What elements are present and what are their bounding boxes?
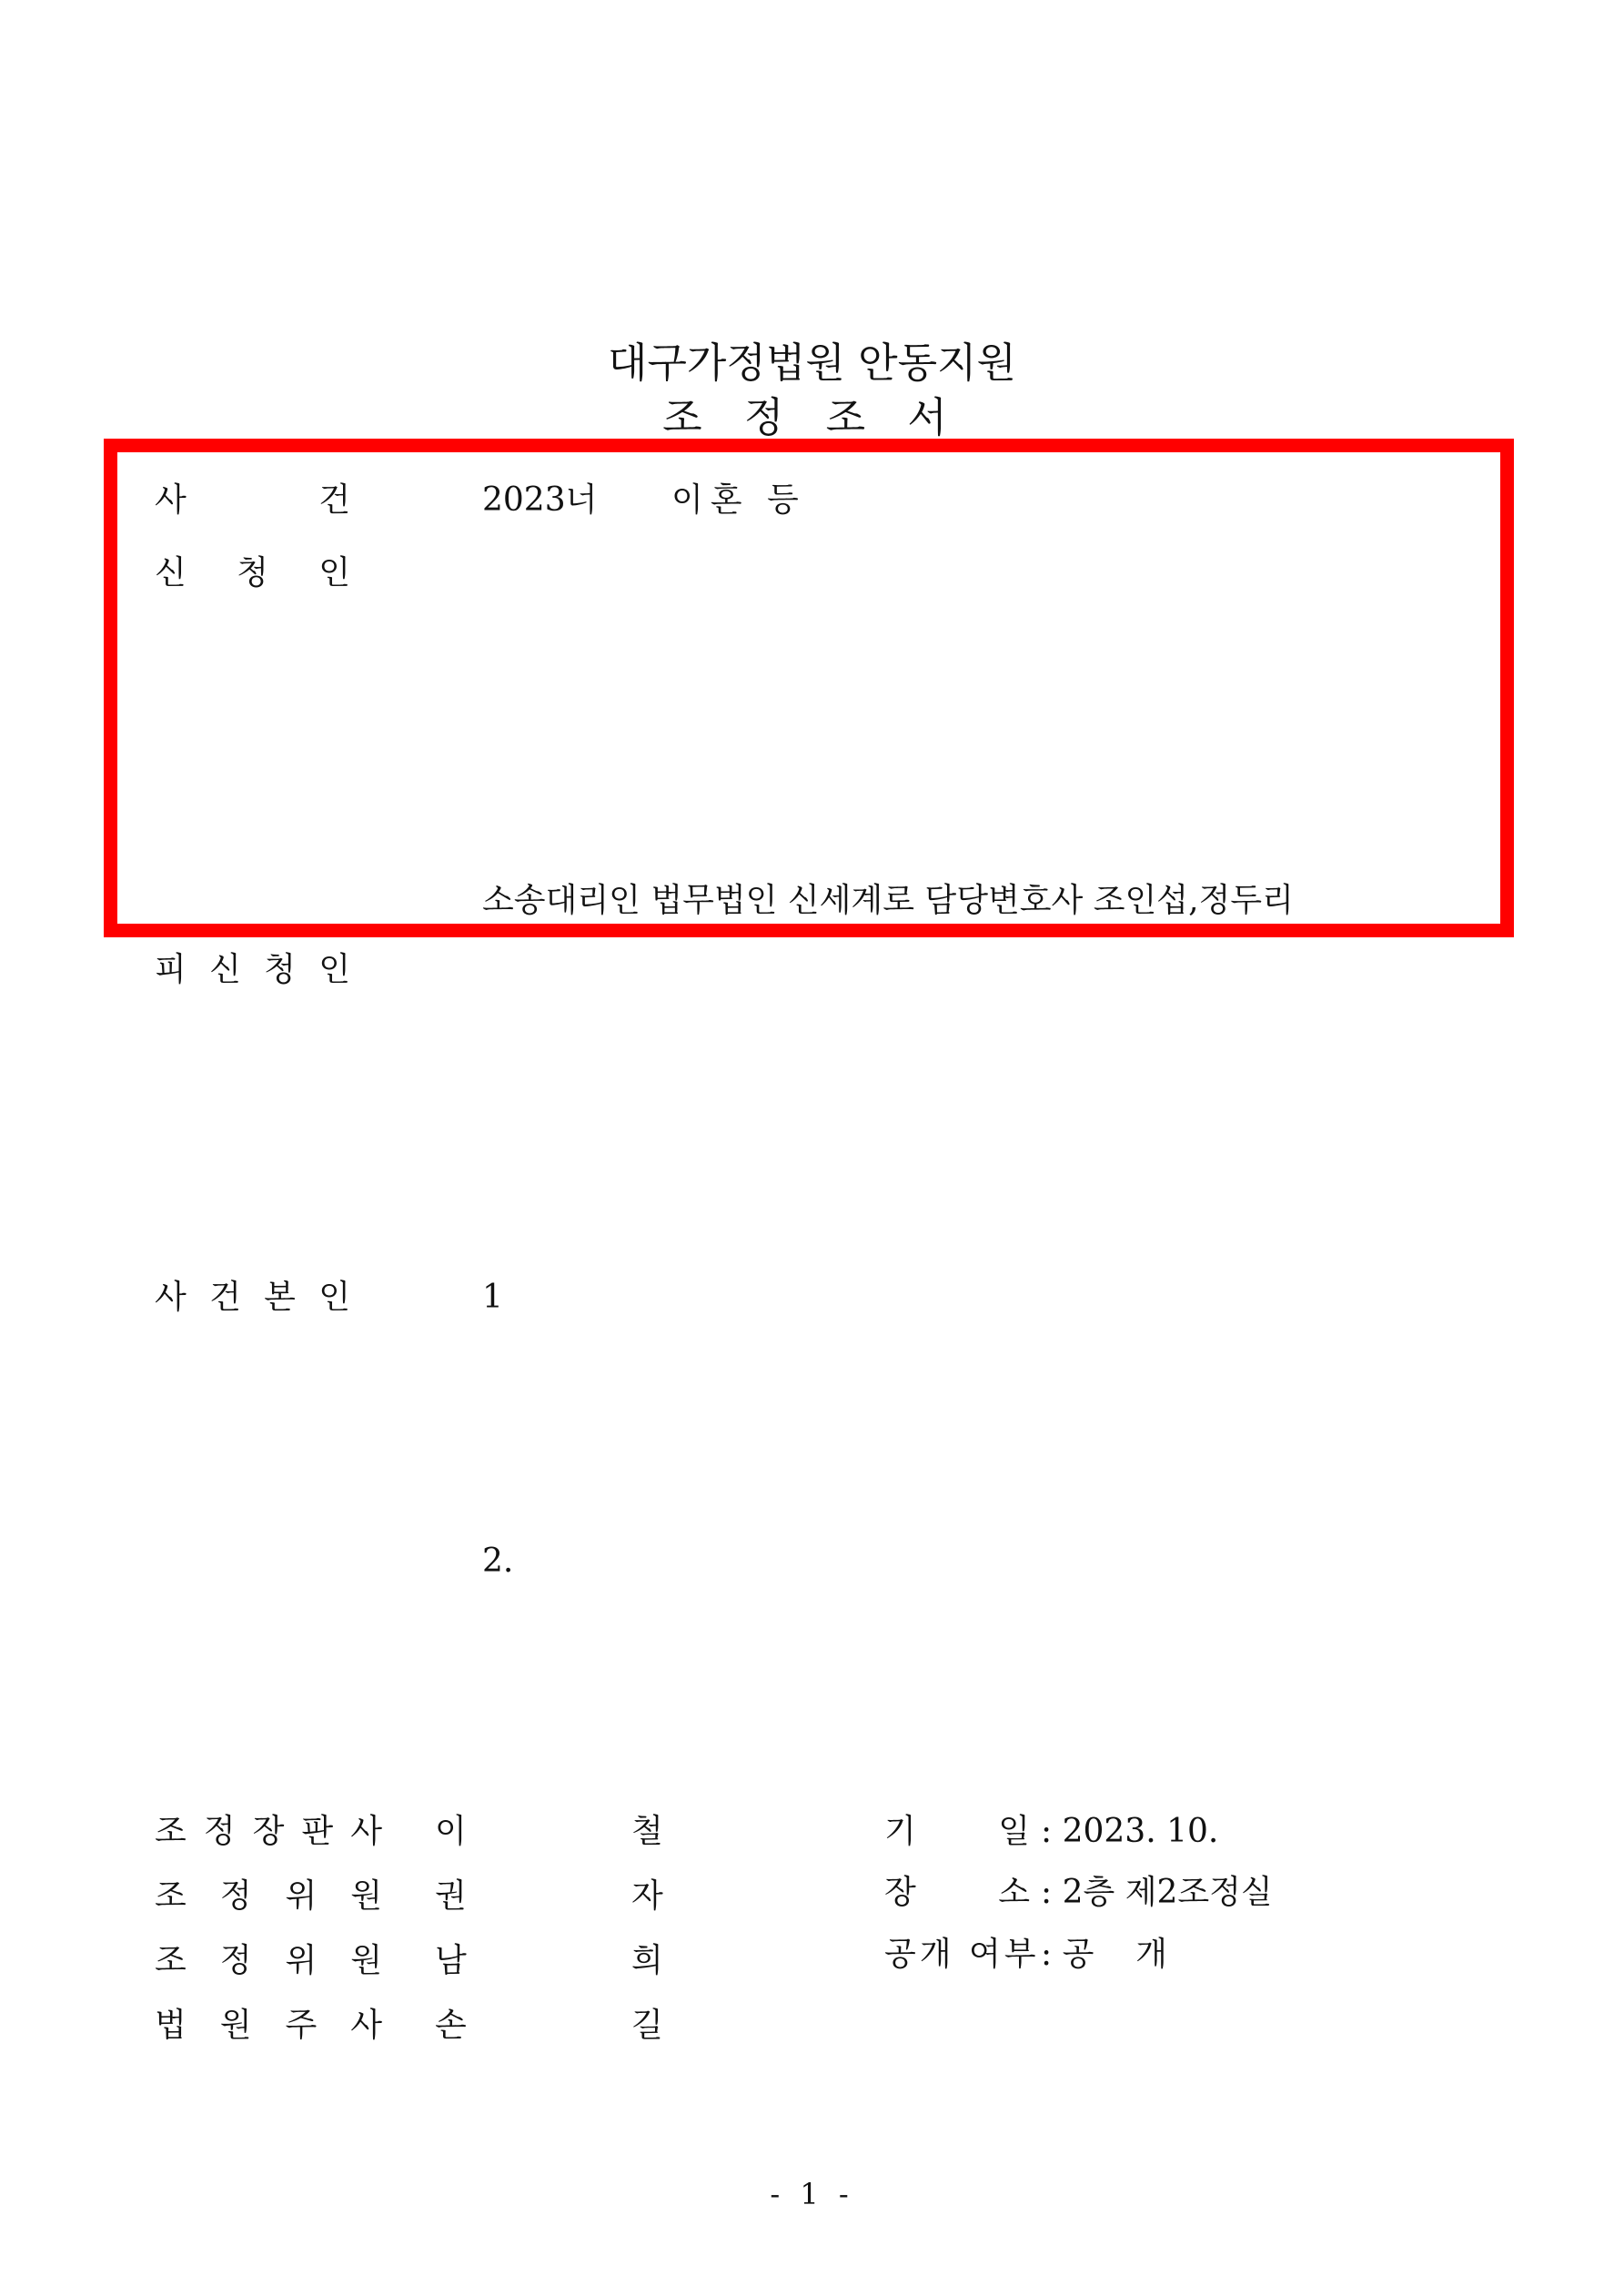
date-label: 기 일 [884,1813,1030,1850]
case-label-char: 건 [318,481,350,519]
highlight-box [104,439,1514,937]
principals-label-char: 본 [264,1279,296,1316]
mediator-1-given: 자 [631,1877,663,1915]
applicant-counsel: 소송대리인 법무법인 신세계로 담당변호사 조인섭,정두리 [482,882,1294,919]
place-value: : 2층 제2조정실 [1041,1874,1273,1911]
mediator-1-label: 조 정 위 원 [155,1877,382,1915]
date-value: : 2023. 10. [1041,1813,1219,1850]
applicant-label-char: 청 [237,554,268,592]
respondent-label [155,951,350,988]
principals-label [155,1281,350,1314]
principal-item-2: 2. [482,1542,514,1580]
public-label: 공개 여부 [884,1936,1040,1973]
respondent-label-char: 피 [155,951,187,988]
mediator-2-given: 희 [631,1942,663,1979]
court-name: 대구가정법원 안동지원 [607,339,1016,387]
respondent-label-char: 청 [264,951,296,988]
case-name: 이혼 등 [671,481,806,519]
respondent-label-char: 인 [318,951,350,988]
mediator-1-surname: 권 [435,1877,467,1915]
principals-label-char: 건 [209,1279,241,1316]
chief-judge-label: 조 정 장 판 사 [155,1813,382,1850]
case-number: 2023너 [482,481,598,519]
page-number: - 1 - [770,2177,854,2211]
clerk-label: 법 원 주 사 [155,2007,382,2044]
principal-item-1: 1 [482,1279,503,1316]
respondent-label-char: 신 [209,951,241,988]
mediator-2-label: 조 정 위 원 [155,1942,382,1979]
case-label-char: 사 [155,481,187,519]
chief-judge-surname: 이 [435,1813,467,1850]
principals-label-char: 사 [155,1279,187,1316]
place-label: 장 소 [884,1874,1030,1911]
clerk-given: 길 [631,2007,663,2044]
clerk-surname: 손 [435,2007,467,2044]
document-title: 조 정 조 서 [662,393,962,441]
mediator-2-surname: 남 [435,1942,467,1979]
applicant-label-char: 인 [318,554,350,592]
principals-label-char: 인 [318,1279,350,1316]
chief-judge-given: 철 [631,1813,663,1850]
public-value: : 공 개 [1041,1936,1167,1973]
applicant-label-char: 신 [155,554,187,592]
